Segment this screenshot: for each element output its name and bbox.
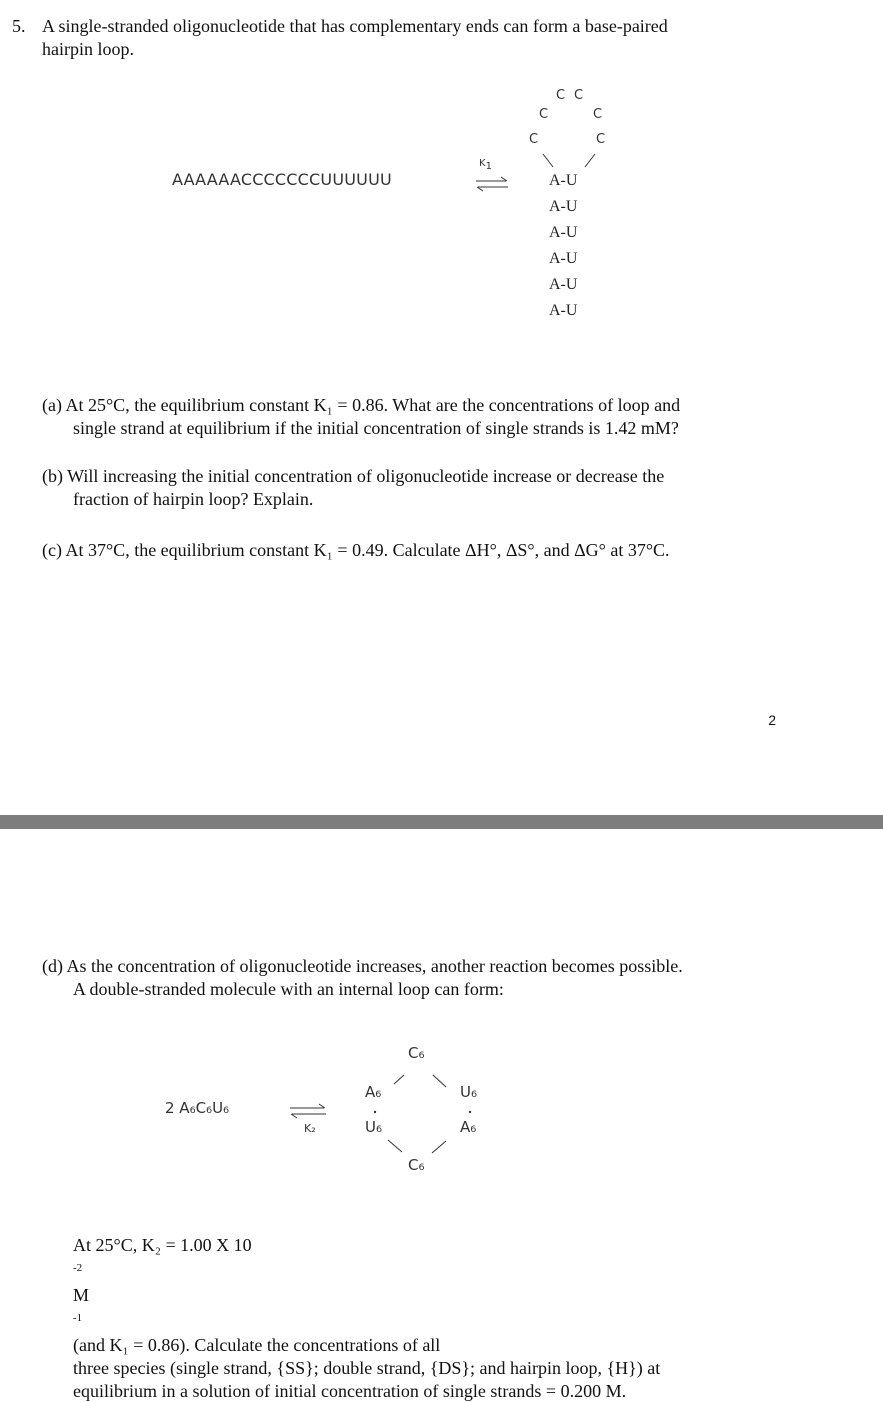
right-top-label: U₆	[460, 1083, 477, 1101]
part-c: (c) At 37°C, the equilibrium constant K₁ = 0.49. Calculate ΔH°, ΔS°, and ΔG° at 37°C.	[42, 540, 670, 560]
part-d-line-1: (d) As the concentration of oligonucleotide increases, another reaction becomes possible.	[42, 956, 683, 976]
base-pair: A-U	[549, 302, 578, 319]
loop-connector-icon	[540, 150, 600, 172]
loop-letter: C	[593, 107, 603, 122]
part-d	[42, 955, 683, 1001]
k2-label: K₂	[304, 1122, 316, 1135]
final-line-2: three species (single strand, {SS}; double strand, {DS}; and hairpin loop, {H}) at	[73, 1358, 661, 1378]
equilibrium-arrows-icon	[474, 176, 510, 192]
final-question	[73, 1234, 660, 1403]
part-b-line-1: (b) Will increasing the initial concentration of oligonucleotide increase or decrease the	[42, 466, 665, 486]
loop-lines-icon	[360, 1057, 480, 1177]
question-number: 5.	[12, 16, 26, 36]
base-pair: A-U	[549, 224, 578, 241]
part-a-line-2: single strand at equilibrium if the initial concentration of single strands is 1.42 mM?	[73, 418, 679, 438]
base-pair: A-U	[549, 172, 578, 189]
base-pair: A-U	[549, 198, 578, 215]
part-b-line-2: fraction of hairpin loop? Explain.	[73, 489, 314, 509]
equilibrium-arrows-icon	[288, 1103, 328, 1119]
question-intro	[42, 15, 668, 61]
loop-letter: C	[539, 107, 549, 122]
reactant-label: 2 A₆C₆U₆	[165, 1099, 230, 1117]
loop-letter: C	[556, 88, 566, 103]
single-strand-sequence: AAAAAACCCCCCCUUUUUU	[172, 170, 392, 189]
left-top-label: A₆	[365, 1083, 382, 1101]
intro-line-2: hairpin loop.	[42, 39, 134, 59]
base-pair: A-U	[549, 276, 578, 293]
loop-bottom-label: C₆	[408, 1156, 425, 1174]
k1-label: $K_1$	[479, 158, 492, 172]
loop-top-label: C₆	[408, 1044, 425, 1062]
page-2	[0, 829, 883, 1401]
intro-line-1: A single-stranded oligonucleotide that has complementary ends can form a base-paired	[42, 16, 668, 36]
page-number: 2	[768, 712, 776, 728]
left-bottom-label: U₆	[365, 1118, 382, 1136]
right-bottom-label: A₆	[460, 1118, 477, 1136]
part-d-line-2: A double-stranded molecule with an internal loop can form:	[73, 979, 504, 999]
loop-letter: C	[596, 132, 606, 147]
part-a-line-1: (a) At 25°C, the equilibrium constant K₁ = 0.86. What are the concentrations of loop and	[42, 395, 681, 415]
part-a	[42, 394, 680, 440]
page-separator	[0, 815, 883, 829]
loop-letter: C	[574, 88, 584, 103]
final-line-3: equilibrium in a solution of initial concentration of single strands = 0.200 M.	[73, 1381, 627, 1401]
part-b	[42, 465, 664, 511]
loop-letter: C	[529, 132, 539, 147]
base-pair: A-U	[549, 250, 578, 267]
final-line-1: At 25°C, K₂ = 1.00 X 10 $^{-2}$ M $^{-1}$ (and K₁ = 0.86). Calculate the concentrations of all	[73, 1235, 441, 1355]
